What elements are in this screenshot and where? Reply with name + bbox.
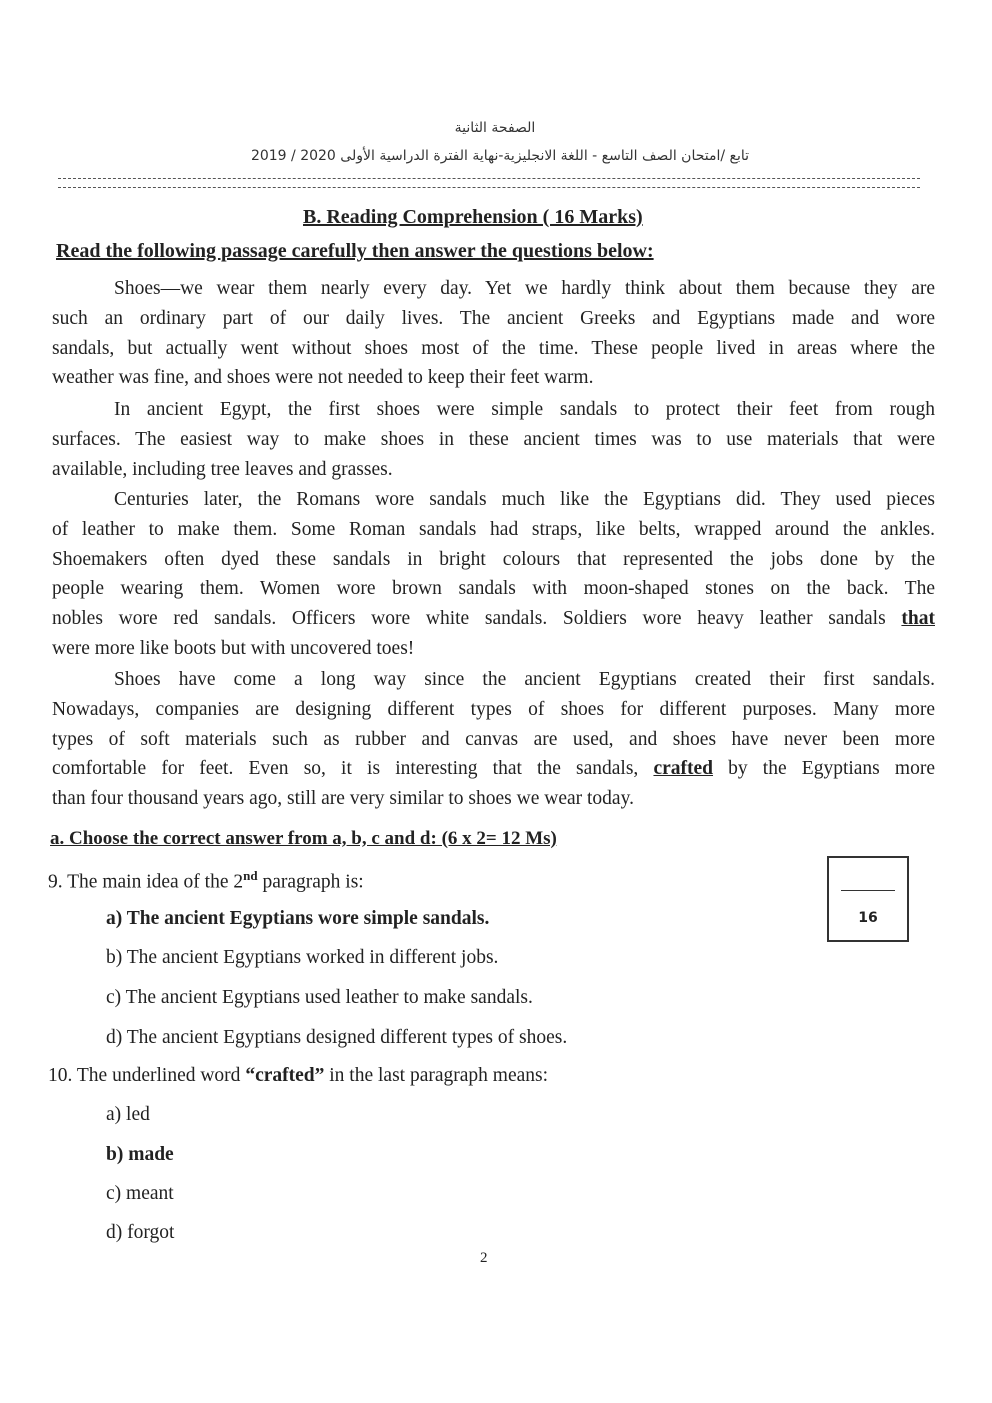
line-text: Shoes have come a long way since the ancient Egyptians created their first sandals. <box>114 669 935 690</box>
passage-paragraph <box>52 485 935 664</box>
q-sup: nd <box>243 868 258 883</box>
passage-line <box>52 274 935 304</box>
passage-line <box>52 695 935 725</box>
line-text: surfaces. The easiest way to make shoes in these ancient times was to use materials that were <box>52 428 935 450</box>
line-text: Shoes—we wear them nearly every day. Yet we hardly think about them because they are <box>114 278 935 299</box>
q-text: in the last paragraph means: <box>324 1065 549 1086</box>
exam-title: تابع /امتحان الصف التاسع - اللغة الانجليزية-نهاية الفترة الدراسية الأولى 2020 / 2019 <box>250 148 750 164</box>
line-text: were more like boots but with uncovered toes! <box>52 637 415 659</box>
question-10 <box>48 1065 548 1087</box>
part-a-heading: a. Choose the correct answer from a, b, c and d: (6 x 2= 12 Ms) <box>50 828 557 849</box>
line-text: comfortable for feet. Even so, it is interesting that the sandals, <box>52 758 654 780</box>
line-text: In ancient Egypt, the first shoes were simple sandals to protect their feet from rough <box>114 399 935 420</box>
option: c) The ancient Egyptians used leather to make sandals. <box>106 987 533 1008</box>
passage-line <box>52 725 935 755</box>
q-text: paragraph is: <box>257 871 364 893</box>
passage-paragraph <box>52 665 935 814</box>
q-text: 10. The underlined word <box>48 1065 246 1086</box>
passage-line <box>52 754 935 784</box>
underlined-word: that <box>901 608 935 630</box>
line-text: weather was fine, and shoes were not needed to keep their feet warm. <box>52 367 594 389</box>
line-text: types of soft materials such as rubber and canvas are used, and shoes have never been more <box>52 728 935 750</box>
divider <box>58 178 920 188</box>
line-text: sandals, but actually went without shoes most of the time. These people lived in areas where the <box>52 337 935 359</box>
q-text: 9. The main idea of the 2 <box>48 871 244 893</box>
passage-line <box>52 304 935 334</box>
passage-line <box>52 395 935 425</box>
passage-line <box>52 634 935 664</box>
passage-line <box>52 665 935 695</box>
line-text: Centuries later, the Romans wore sandals much like the Egyptians did. They used pieces <box>114 489 935 510</box>
line-text: people wearing them. Women wore brown sandals with moon-shaped stones on the back. The <box>52 578 935 600</box>
passage-line <box>52 515 935 545</box>
passage-line <box>52 604 935 634</box>
passage-line <box>52 574 935 604</box>
line-text: than four thousand years ago, still are very similar to shoes we wear today. <box>52 788 634 810</box>
score-box <box>827 856 909 942</box>
instruction: Read the following passage carefully then answer the questions below: <box>56 240 654 262</box>
q-word: “crafted” <box>245 1065 325 1086</box>
page-number: 2 <box>480 1250 488 1266</box>
option: d) forgot <box>106 1222 175 1243</box>
passage-paragraph <box>52 395 935 484</box>
section-title: B. Reading Comprehension ( 16 Marks) <box>303 206 643 228</box>
line-text: such an ordinary part of our daily lives. The ancient Greeks and Egyptians made and wore <box>52 307 935 329</box>
option: c) meant <box>106 1183 174 1204</box>
line-text: nobles wore red sandals. Officers wore white sandals. Soldiers wore heavy leather sandals <box>52 608 902 630</box>
passage-line <box>52 784 935 814</box>
passage-line <box>52 425 935 455</box>
passage-line <box>52 455 935 485</box>
option: b) The ancient Egyptians worked in different jobs. <box>106 947 499 968</box>
passage-line <box>52 545 935 575</box>
option: a) The ancient Egyptians wore simple sandals. <box>106 908 490 929</box>
line-text: available, including tree leaves and grasses. <box>52 458 393 480</box>
passage-paragraph <box>52 274 935 393</box>
underlined-word: crafted <box>653 758 714 780</box>
passage-line <box>52 334 935 364</box>
line-text: Nowadays, companies are designing different types of shoes for different purposes. Many more <box>52 698 935 720</box>
option: a) led <box>106 1104 150 1125</box>
line-text: by the Egyptians more <box>713 758 935 780</box>
option: d) The ancient Egyptians designed different types of shoes. <box>106 1027 568 1048</box>
option: b) made <box>106 1144 174 1165</box>
passage-line <box>52 485 935 515</box>
passage-line <box>52 363 935 393</box>
question-9 <box>48 868 364 894</box>
page-label: الصفحة الثانية <box>454 120 536 136</box>
score-total: 16 <box>858 910 878 926</box>
line-text: Shoemakers often dyed these sandals in bright colours that represented the jobs done by the <box>52 548 935 570</box>
line-text: of leather to make them. Some Roman sandals had straps, like belts, wrapped around the ankles. <box>52 518 935 540</box>
